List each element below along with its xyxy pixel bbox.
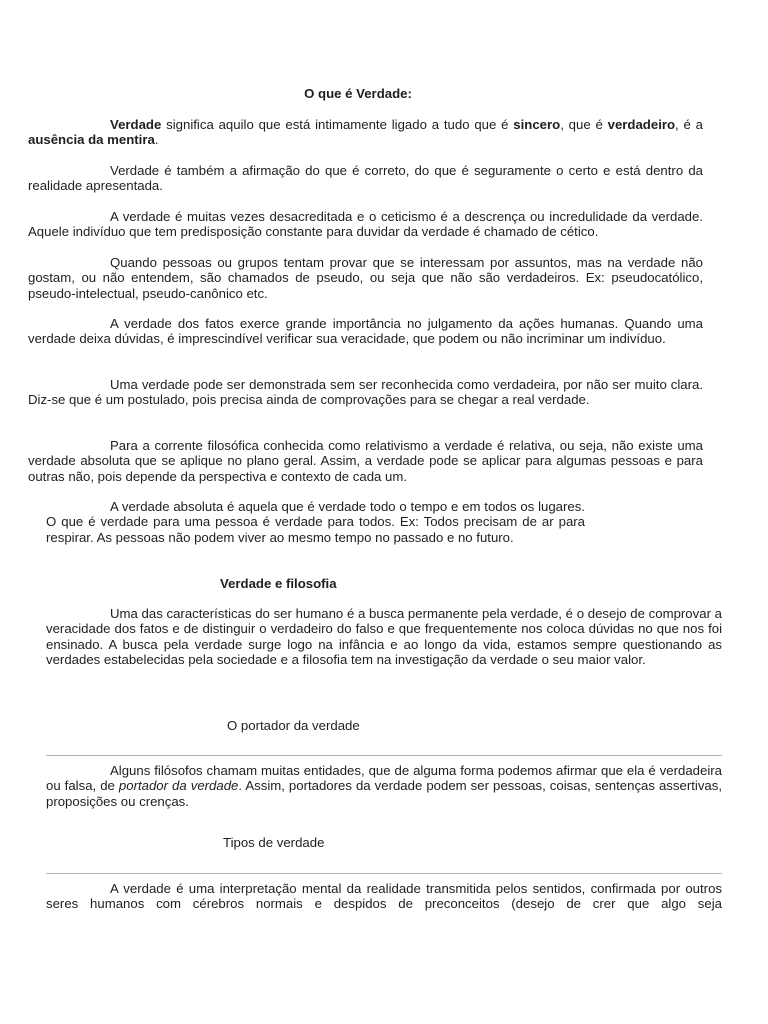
paragraph-affirmation: Verdade é também a afirmação do que é correto, do que é seguramente o certo e está dentro da realidade apresentada. [28,163,703,194]
term-portador-da-verdade: portador da verdade [118,778,239,794]
page-title: O que é Verdade: [304,86,412,101]
term-verdade: Verdade [110,117,162,132]
paragraph-absolute-truth: A verdade absoluta é aquela que é verdade todo o tempo e em todos os lugares. O que é verdade para uma pessoa é verdade para todos. Ex: Todos precisam de ar para respirar. As pessoas não podem viver ao mesmo tempo no passado e no futuro. [46,499,585,545]
paragraph-skepticism: A verdade é muitas vezes desacreditada e o ceticismo é a descrença ou incredulidade da verdade. Aquele indivíduo que tem predisposição constante para duvidar da verdade é chamado de cético. [28,209,703,240]
paragraph-bearer: Alguns filósofos chamam muitas entidades, que de alguma forma podemos afirmar que ela é verdadeira ou falsa, de portador da verdade. Assim, portadores da verdade podem ser pessoas, coisas, sentenças assertivas, proposições ou crenças. [46,763,722,809]
section-heading-philosophy: Verdade e filosofia [220,576,337,591]
term-sincero: sincero [513,117,561,132]
divider [46,873,722,874]
paragraph-relativism: Para a corrente filosófica conhecida como relativismo a verdade é relativa, ou seja, não existe uma verdade absoluta que se aplique no plano geral. Assim, a verdade pode se aplicar para algumas pessoas e para outras não, pois depende da perspectiva e contexto de cada um. [28,438,703,484]
paragraph-philosophy: Uma das características do ser humano é a busca permanente pela verdade, é o desejo de comprovar a veracidade dos fatos e de distinguir o verdadeiro do falso e que frequentemente nos coloca dúvidas no que nos foi ensinado. A busca pela verdade surge logo na infância e ao longo da vida, estamos sempre questionando as verdades estabelecidas pela sociedade e a filosofia tem na investigação da verdade o seu maior valor. [46,606,722,668]
paragraph-pseudo: Quando pessoas ou grupos tentam provar que se interessam por assuntos, mas na verdade não gostam, ou não entendem, são chamados de pseudo, ou seja que não são verdadeiros. Ex: pseudocatólico, pseudo-intelectual, pseudo-canônico etc. [28,255,703,301]
section-heading-types: Tipos de verdade [223,835,325,850]
paragraph-definition: Verdade significa aquilo que está intimamente ligado a tudo que é sincero, que é verdadeiro, é a ausência da mentira. [28,117,703,148]
paragraph-types: A verdade é uma interpretação mental da realidade transmitida pelos sentidos, confirmada por outros seres humanos com cérebros normais e despidos de preconceitos (desejo de crer que algo seja [46,881,722,912]
term-verdadeiro: verdadeiro [607,117,676,132]
section-heading-bearer: O portador da verdade [227,718,360,733]
paragraph-postulate: Uma verdade pode ser demonstrada sem ser reconhecida como verdadeira, por não ser muito clara. Diz-se que é um postulado, pois precisa ainda de comprovações para se chegar a real verdade. [28,377,703,408]
term-ausencia-da-mentira: ausência da mentira [28,132,155,148]
divider [46,755,722,756]
paragraph-facts: A verdade dos fatos exerce grande importância no julgamento da ações humanas. Quando uma verdade deixa dúvidas, é imprescindível verificar sua veracidade, que podem ou não incriminar um indivíduo. [28,316,703,347]
